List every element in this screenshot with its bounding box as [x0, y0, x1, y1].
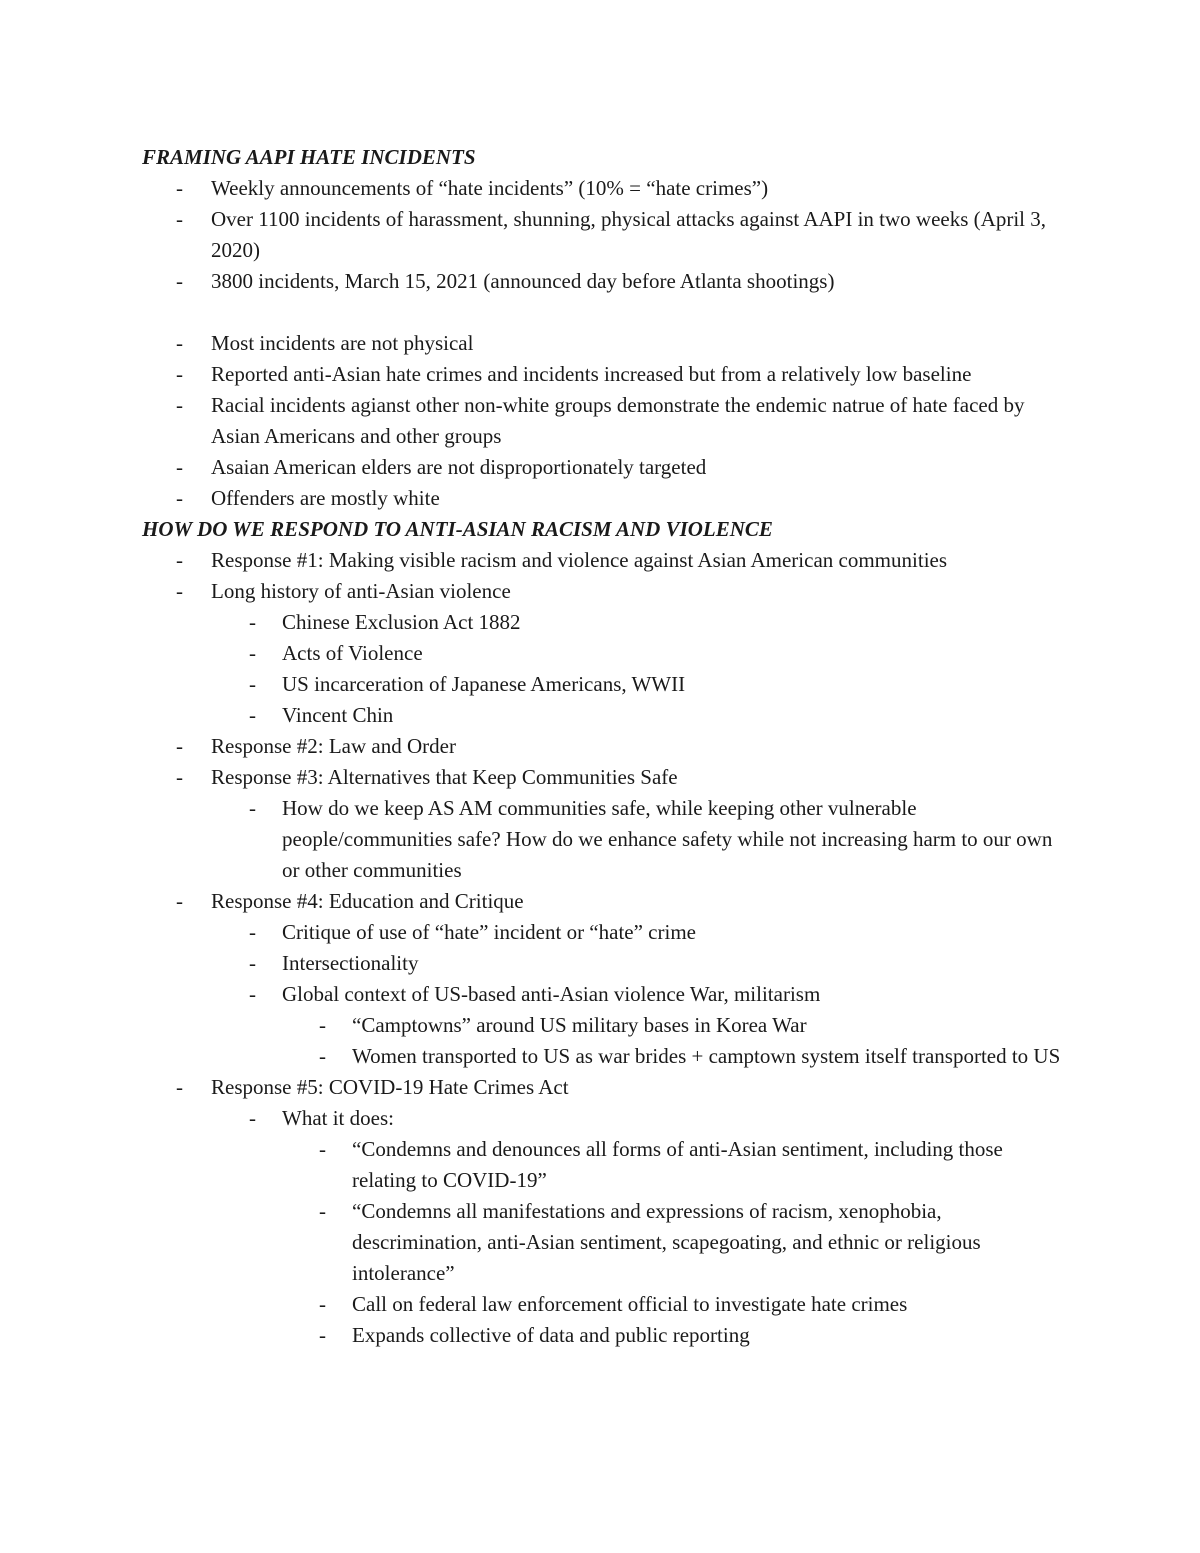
list-item-text: Response #5: COVID-19 Hate Crimes Act [211, 1075, 569, 1099]
blank-line [142, 297, 1072, 328]
dash-bullet: - [176, 579, 183, 603]
list-item-text: Response #1: Making visible racism and violence against Asian American communities [211, 548, 948, 572]
list-item [142, 1134, 1072, 1196]
list-item [142, 1196, 1072, 1289]
list-item [142, 483, 1072, 514]
dash-bullet: - [319, 1137, 326, 1161]
dash-bullet: - [319, 1323, 326, 1347]
dash-bullet: - [176, 486, 183, 510]
dash-bullet: - [176, 889, 183, 913]
list-item [142, 886, 1072, 917]
dash-bullet: - [176, 176, 183, 200]
list-item-text: “Camptowns” around US military bases in Korea War [352, 1013, 807, 1037]
dash-bullet: - [249, 920, 256, 944]
list-item-text: Expands collective of data and public reporting [352, 1323, 750, 1347]
list-item-text: Intersectionality [282, 951, 419, 975]
dash-bullet: - [249, 641, 256, 665]
list-item [142, 328, 1072, 359]
list-item [142, 1041, 1072, 1072]
list-item [142, 731, 1072, 762]
list-item-text: Racial incidents agianst other non-white groups demonstrate the endemic natrue of hate faced by Asian Americans and other groups [211, 393, 1025, 448]
list-item [142, 1072, 1072, 1103]
dash-bullet: - [319, 1044, 326, 1068]
dash-bullet: - [176, 455, 183, 479]
list-item-text: Asaian American elders are not disproportionately targeted [211, 455, 707, 479]
dash-bullet: - [176, 207, 183, 231]
list-item [142, 762, 1072, 793]
list-item-text: Chinese Exclusion Act 1882 [282, 610, 521, 634]
dash-bullet: - [319, 1199, 326, 1223]
list-item-text: Offenders are mostly white [211, 486, 440, 510]
list-item [142, 700, 1072, 731]
list-item [142, 669, 1072, 700]
section-heading-framing: FRAMING AAPI HATE INCIDENTS [142, 145, 476, 169]
list-item [142, 1010, 1072, 1041]
dash-bullet: - [176, 548, 183, 572]
dash-bullet: - [249, 796, 256, 820]
list-item-text: Reported anti-Asian hate crimes and incidents increased but from a relatively low baseline [211, 362, 972, 386]
section-heading-respond: HOW DO WE RESPOND TO ANTI-ASIAN RACISM AND VIOLENCE [142, 517, 773, 541]
dash-bullet: - [319, 1292, 326, 1316]
dash-bullet: - [176, 269, 183, 293]
list-item-text: “Condemns and denounces all forms of anti-Asian sentiment, including those relating to COVID-19” [352, 1137, 1003, 1192]
list-item [142, 638, 1072, 669]
list-item-text: Long history of anti-Asian violence [211, 579, 511, 603]
document-body [142, 142, 1072, 1351]
list-item-text: Response #4: Education and Critique [211, 889, 524, 913]
list-item-text: Women transported to US as war brides + camptown system itself transported to US [352, 1044, 1061, 1068]
dash-bullet: - [176, 331, 183, 355]
list-item [142, 204, 1072, 266]
list-item-text: Call on federal law enforcement official to investigate hate crimes [352, 1292, 908, 1316]
framing-list-a [142, 173, 1072, 297]
list-item-text: Critique of use of “hate” incident or “hate” crime [282, 920, 696, 944]
dash-bullet: - [249, 1106, 256, 1130]
list-item-text: “Condemns all manifestations and expressions of racism, xenophobia, descrimination, anti-Asian sentiment, scapegoating, and ethnic or religious intolerance” [352, 1199, 981, 1285]
list-item-text: US incarceration of Japanese Americans, WWII [282, 672, 686, 696]
list-item [142, 452, 1072, 483]
list-item-text: Response #2: Law and Order [211, 734, 456, 758]
list-item-text: Weekly announcements of “hate incidents” (10% = “hate crimes”) [211, 176, 769, 200]
list-item-text: Global context of US-based anti-Asian violence War, militarism [282, 982, 821, 1006]
list-item [142, 793, 1072, 886]
list-item [142, 979, 1072, 1010]
dash-bullet: - [176, 393, 183, 417]
list-item [142, 266, 1072, 297]
list-item-text: Most incidents are not physical [211, 331, 474, 355]
list-item [142, 917, 1072, 948]
list-item-text: Response #3: Alternatives that Keep Communities Safe [211, 765, 678, 789]
dash-bullet: - [249, 672, 256, 696]
list-item [142, 1103, 1072, 1134]
list-item [142, 390, 1072, 452]
list-item [142, 1289, 1072, 1320]
list-item-text: Over 1100 incidents of harassment, shunning, physical attacks against AAPI in two weeks (April 3, 2020) [211, 207, 1046, 262]
list-item [142, 1320, 1072, 1351]
list-item-text: Vincent Chin [282, 703, 394, 727]
dash-bullet: - [249, 610, 256, 634]
dash-bullet: - [176, 1075, 183, 1099]
respond-list [142, 545, 1072, 1351]
dash-bullet: - [176, 765, 183, 789]
dash-bullet: - [176, 734, 183, 758]
dash-bullet: - [319, 1013, 326, 1037]
list-item [142, 173, 1072, 204]
list-item [142, 607, 1072, 638]
dash-bullet: - [249, 982, 256, 1006]
list-item-text: 3800 incidents, March 15, 2021 (announced day before Atlanta shootings) [211, 269, 835, 293]
list-item [142, 948, 1072, 979]
list-item [142, 359, 1072, 390]
list-item-text: What it does: [282, 1106, 394, 1130]
list-item-text: How do we keep AS AM communities safe, while keeping other vulnerable people/communities safe? How do we enhance safety while not increasing harm to our own or other communities [282, 796, 1053, 882]
framing-list-b [142, 328, 1072, 514]
dash-bullet: - [249, 951, 256, 975]
dash-bullet: - [249, 703, 256, 727]
list-item [142, 545, 1072, 576]
list-item [142, 576, 1072, 607]
list-item-text: Acts of Violence [282, 641, 423, 665]
dash-bullet: - [176, 362, 183, 386]
